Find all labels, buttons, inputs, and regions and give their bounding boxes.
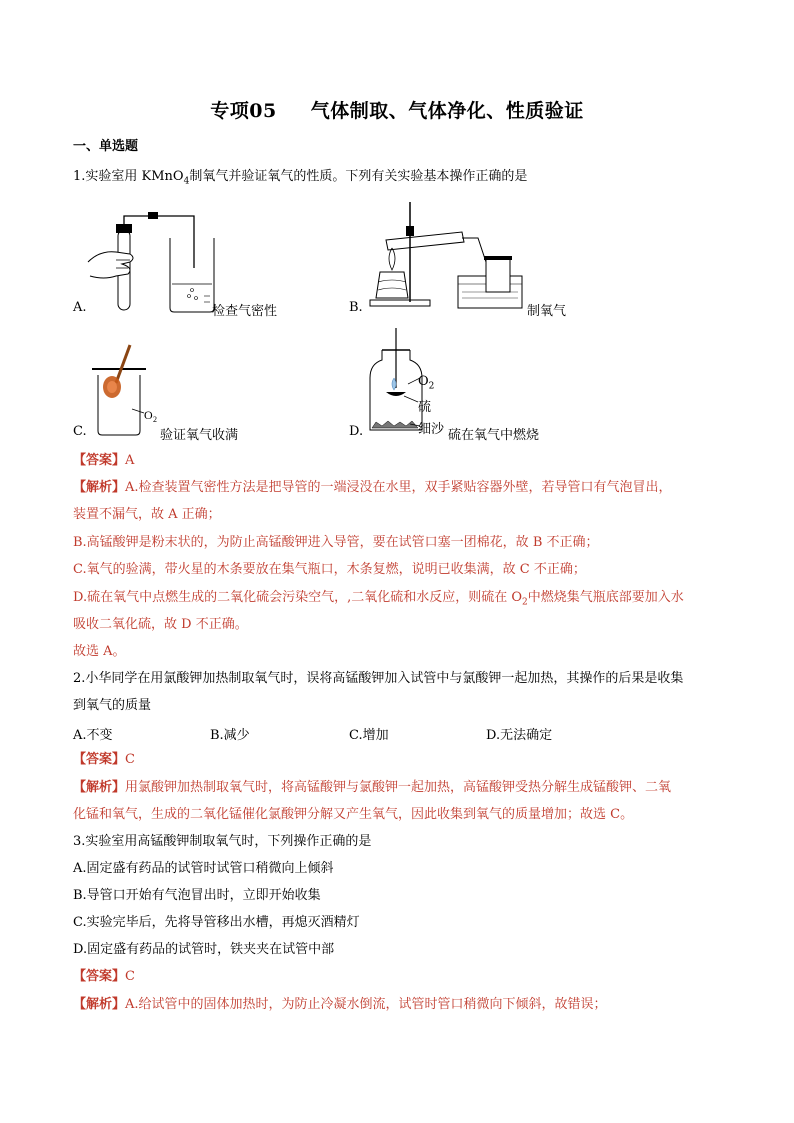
q1-fig-c-caption: 验证氧气收满 [160, 428, 239, 443]
q1-fig-d-sand-label: 细沙 [418, 422, 445, 437]
q2-analysis-line-1 [73, 779, 671, 797]
q1-analysis-5-sub: 2 [522, 597, 528, 608]
q2-answer-line [73, 751, 135, 769]
q3-answer-line [73, 968, 135, 986]
q2-option-b: B.减少 [210, 728, 250, 743]
q1-analysis-line-7: 故选 A。 [73, 644, 126, 659]
q1-stem-pre: 1.实验室用 KMnO [73, 169, 184, 184]
q2-option-d: D.无法确定 [486, 728, 553, 743]
svg-text:O: O [144, 408, 153, 422]
q1-analysis-line-3: B.高锰酸钾是粉末状的，为防止高锰酸钾进入导管，要在试管口塞一团棉花，故 B 不正确； [73, 535, 599, 550]
q3-option-d: D.固定盛有药品的试管时，铁夹夹在试管中部 [73, 942, 335, 957]
q2-option-a: A.不变 [73, 728, 113, 743]
q1-analysis-line-1 [73, 479, 672, 497]
q2-analysis-1: 用氯酸钾加热制取氧气时，将高锰酸钾与氯酸钾一起加热，高锰酸钾受热分解生成锰酸钾、二氧 [125, 780, 672, 795]
q1-fig-b-letter: B. [349, 300, 363, 315]
q1-fig-d-sulfur-label: 硫 [418, 400, 432, 415]
q1-fig-d-o2: O [418, 374, 429, 389]
q3-option-c: C.实验完毕后，先将导管移出水槽，再熄灭酒精灯 [73, 915, 360, 930]
q2-stem-1: 2.小华同学在用氯酸钾加热制取氧气时，误将高锰酸钾加入试管中与氯酸钾一起加热，其操作的后果是收集 [73, 671, 684, 686]
q3-analysis-1: A.给试管中的固体加热时，为防止冷凝水倒流，试管时管口稍微向下倾斜，故错误； [125, 997, 607, 1012]
q2-answer: C [125, 752, 135, 767]
airtightness-check-figure [86, 210, 216, 318]
q1-fig-d-caption: 硫在氧气中燃烧 [448, 428, 540, 443]
section-heading: 一、单选题 [73, 139, 139, 154]
oxygen-preparation-figure [366, 198, 526, 312]
q1-answer-tag: 【答案】 [73, 453, 126, 468]
q1-stem [73, 168, 527, 191]
q1-fig-a-caption: 检查气密性 [212, 304, 278, 319]
q1-answer: A [125, 453, 135, 468]
page-title [0, 96, 794, 123]
q1-analysis-line-2: 装置不漏气，故 A 正确； [73, 507, 221, 522]
oxygen-full-test-figure [90, 343, 180, 437]
q1-fig-d-o2-label [418, 374, 434, 392]
svg-text:2: 2 [153, 415, 157, 424]
title-number: 专项05 [210, 100, 277, 122]
q1-analysis-5-post: 中燃烧集气瓶底部要加入水 [527, 590, 684, 605]
q1-analysis-tag: 【解析】 [73, 480, 126, 495]
q3-answer: C [125, 969, 135, 984]
q1-analysis-line-4: C.氧气的验满，带火星的木条要放在集气瓶口，木条复燃，说明已收集满，故 C 不正确； [73, 562, 586, 577]
q1-fig-d-o2-sub: 2 [428, 381, 435, 392]
q2-analysis-tag: 【解析】 [73, 780, 126, 795]
title-text: 气体制取、气体净化、性质验证 [310, 100, 584, 122]
q1-analysis-1: A.检查装置气密性方法是把导管的一端浸没在水里，双手紧贴容器外壁，若导管口有气泡冒出， [125, 480, 672, 495]
q1-analysis-5-pre: D.硫在氧气中点燃生成的二氧化硫会污染空气，,二氧化硫和水反应，则硫在 O [73, 590, 523, 605]
q2-analysis-line-2: 化锰和氧气，生成的二氧化锰催化氯酸钾分解又产生氧气，因此收集到氧气的质量增加；故选 C。 [73, 807, 634, 822]
q2-option-c: C.增加 [349, 728, 389, 743]
q1-fig-c-letter: C. [73, 424, 87, 439]
q1-stem-post: 制氧气并验证氧气的性质。下列有关实验基本操作正确的是 [189, 169, 528, 184]
q2-answer-tag: 【答案】 [73, 752, 126, 767]
q3-analysis-line-1 [73, 996, 607, 1014]
q1-analysis-line-6: 吸收二氧化硫，故 D 不正确。 [73, 617, 248, 632]
q1-fig-d-letter: D. [349, 424, 364, 439]
q3-analysis-tag: 【解析】 [73, 997, 126, 1012]
q1-analysis-line-5 [73, 589, 684, 612]
q2-stem-2: 到氧气的质量 [73, 698, 152, 713]
q3-answer-tag: 【答案】 [73, 969, 126, 984]
q1-answer-line [73, 452, 134, 470]
q3-option-a: A.固定盛有药品的试管时试管口稍微向上倾斜 [73, 861, 334, 876]
q1-stem-sub: 4 [183, 176, 190, 187]
q3-stem: 3.实验室用高锰酸钾制取氧气时，下列操作正确的是 [73, 834, 372, 849]
q1-fig-b-caption: 制氧气 [527, 304, 567, 319]
q1-fig-a-letter: A. [73, 300, 87, 315]
q3-option-b: B.导管口开始有气泡冒出时，立即开始收集 [73, 888, 321, 903]
